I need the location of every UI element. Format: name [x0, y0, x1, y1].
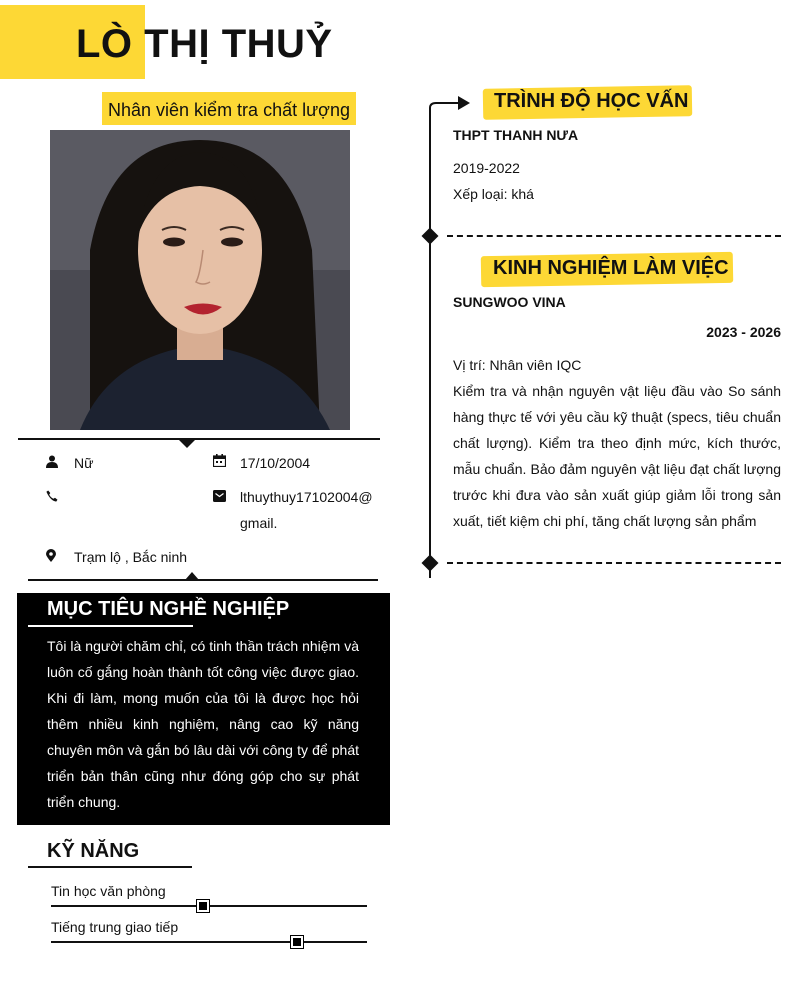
- skill-track: [51, 905, 367, 907]
- info-bottom-pointer: [185, 572, 199, 580]
- portrait-image: [50, 130, 350, 430]
- objective-title: MỤC TIÊU NGHỀ NGHIỆP: [47, 598, 290, 620]
- calendar-icon: [213, 454, 227, 468]
- info-bottom-divider: [28, 579, 378, 581]
- experience-period: 2023 - 2026: [706, 324, 781, 340]
- user-icon: [46, 455, 60, 469]
- education-grade: Xếp loại: khá: [453, 186, 534, 202]
- section-divider: [447, 235, 781, 237]
- info-top-pointer: [179, 440, 195, 448]
- experience-title: KINH NGHIỆM LÀM VIỆC: [493, 257, 729, 279]
- education-school: THPT THANH NƯA: [453, 127, 579, 143]
- experience-position: Vị trí: Nhân viên IQC: [453, 357, 582, 373]
- phone-icon: [46, 489, 60, 503]
- objective-title-underline: [28, 625, 193, 627]
- skills-title: KỸ NĂNG: [47, 840, 140, 862]
- timeline-diamond: [422, 555, 439, 572]
- skills-title-underline: [28, 866, 192, 868]
- candidate-name: LÒ THỊ THUỶ: [76, 22, 333, 66]
- birthdate-value: 17/10/2004: [240, 455, 311, 471]
- skill-label: Tin học văn phòng: [51, 883, 166, 899]
- timeline-diamond: [422, 228, 439, 245]
- job-title: Nhân viên kiểm tra chất lượng: [102, 92, 356, 125]
- education-title: TRÌNH ĐỘ HỌC VẤN: [494, 90, 689, 112]
- email-value-line1: lthuythuy17102004@: [240, 489, 373, 505]
- timeline-line: [429, 112, 431, 578]
- skill-track: [51, 941, 367, 943]
- email-icon: [213, 489, 227, 503]
- address-value: Trạm lộ , Bắc ninh: [74, 549, 188, 565]
- email-value-line2: gmail.: [240, 515, 278, 531]
- skill-level-marker: [291, 936, 303, 948]
- section-divider: [447, 562, 781, 564]
- timeline-arrow-icon: [428, 92, 472, 116]
- experience-description: Kiểm tra và nhận nguyên vật liệu đầu vào So sánh hàng thực tế với yêu cầu kỹ thuật (specs, tiêu chuẩn chất lượng). Kiểm tra theo định mức, kích thước, mẫu chuẩn. Bảo đảm nguyên vật liệu đạt chất lượng trước khi đưa vào sản xuất giúp giảm lỗi trong sản xuất, tiết kiệm chi phí, tăng chất lượng sản phẩm: [453, 383, 781, 529]
- location-pin-icon: [46, 549, 60, 563]
- experience-company: SUNGWOO VINA: [453, 294, 566, 310]
- objective-text: Tôi là người chăm chỉ, có tinh thần trách nhiệm và luôn cố gắng hoàn thành tốt công việc được giao. Khi đi làm, mong muốn của tôi là được học hỏi thêm nhiều kinh nghiệm, nâng cao kỹ năng chuyên môn và gắn bó lâu dài với công ty để phát triển bản thân cũng như đóng góp cho sự phát triển chung.: [47, 638, 359, 810]
- education-period: 2019-2022: [453, 160, 520, 176]
- skill-label: Tiếng trung giao tiếp: [51, 919, 179, 935]
- gender-value: Nữ: [74, 455, 94, 471]
- info-top-divider: [18, 438, 380, 440]
- profile-photo: [50, 130, 350, 430]
- skill-level-marker: [197, 900, 209, 912]
